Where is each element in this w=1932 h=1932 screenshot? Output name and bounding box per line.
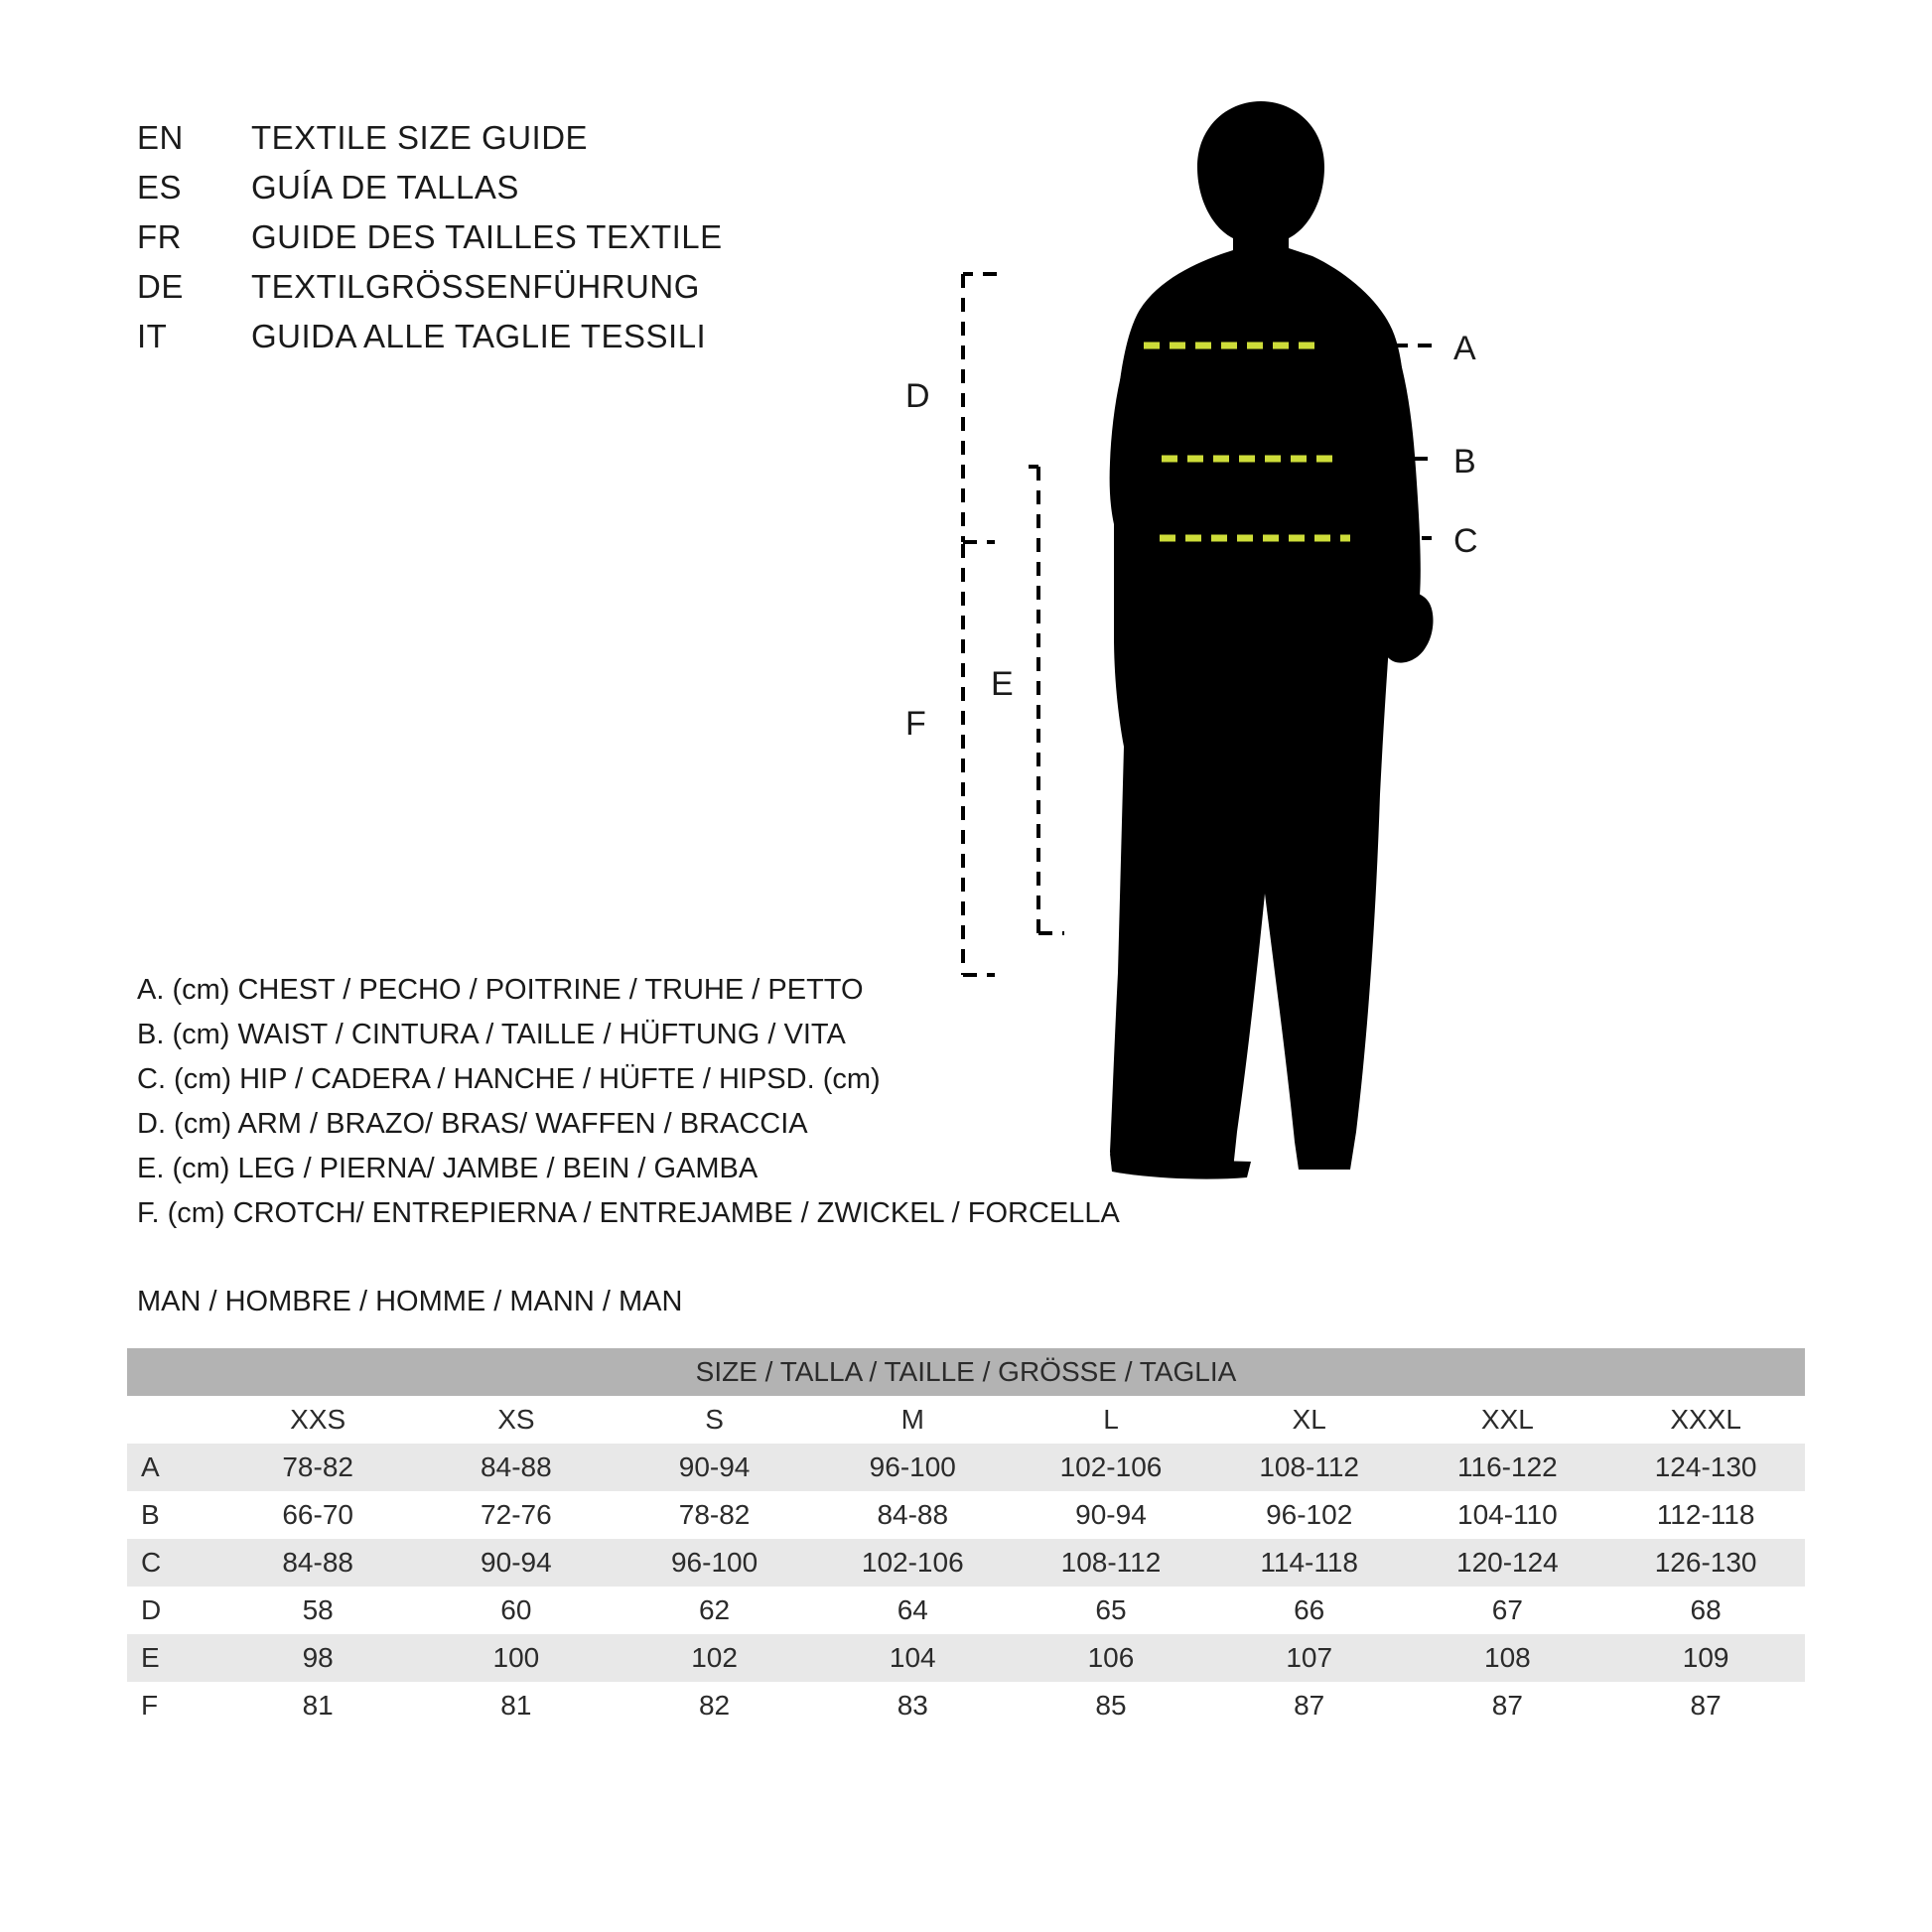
column-header-m: M <box>813 1396 1012 1444</box>
cell-b-s: 78-82 <box>616 1491 814 1539</box>
table-row <box>127 1634 1805 1682</box>
size-table-wrapper <box>127 1348 1805 1729</box>
cell-e-m: 104 <box>813 1634 1012 1682</box>
language-code-fr: FR <box>137 218 182 255</box>
bracket-f <box>963 544 995 975</box>
table-row <box>127 1539 1805 1587</box>
dimension-brackets <box>963 274 1064 975</box>
cell-d-xxxl: 68 <box>1606 1587 1805 1634</box>
cell-d-m: 64 <box>813 1587 1012 1634</box>
size-table <box>127 1348 1805 1729</box>
language-code-it: IT <box>137 318 168 354</box>
cell-c-m: 102-106 <box>813 1539 1012 1587</box>
bracket-e <box>1029 467 1064 933</box>
language-title-en: TEXTILE SIZE GUIDE <box>251 119 589 156</box>
language-row <box>137 119 1031 169</box>
column-header-xxl: XXL <box>1409 1396 1607 1444</box>
language-row <box>137 318 1031 367</box>
table-row <box>127 1444 1805 1491</box>
label-e: E <box>991 665 1014 703</box>
cell-b-xl: 96-102 <box>1210 1491 1409 1539</box>
cell-d-xxl: 67 <box>1409 1587 1607 1634</box>
legend-line-d: D. (cm) ARM / BRAZO/ BRAS/ WAFFEN / BRACCIA <box>137 1108 808 1140</box>
legend-line-e: E. (cm) LEG / PIERNA/ JAMBE / BEIN / GAMBA <box>137 1153 759 1184</box>
legend-line-a: A. (cm) CHEST / PECHO / POITRINE / TRUHE / PETTO <box>137 974 864 1006</box>
cell-c-xs: 90-94 <box>417 1539 616 1587</box>
row-label-f: F <box>127 1682 218 1729</box>
cell-e-l: 106 <box>1012 1634 1210 1682</box>
legend-line-c: C. (cm) HIP / CADERA / HANCHE / HÜFTE / HIPSD. (cm) <box>137 1063 881 1095</box>
language-title-fr: GUIDE DES TAILLES TEXTILE <box>251 218 723 255</box>
column-header-s: S <box>616 1396 814 1444</box>
column-header-xs: XS <box>417 1396 616 1444</box>
language-title-de: TEXTILGRÖSSENFÜHRUNG <box>251 268 700 305</box>
cell-f-xl: 87 <box>1210 1682 1409 1729</box>
legend-line-f: F. (cm) CROTCH/ ENTREPIERNA / ENTREJAMBE / ZWICKEL / FORCELLA <box>137 1197 1120 1229</box>
cell-a-s: 90-94 <box>616 1444 814 1491</box>
table-column-header-row <box>127 1396 1805 1444</box>
cell-f-l: 85 <box>1012 1682 1210 1729</box>
table-row <box>127 1682 1805 1729</box>
row-label-a: A <box>127 1444 218 1491</box>
language-title-block <box>137 119 1031 367</box>
label-a: A <box>1453 330 1476 367</box>
language-row <box>137 218 1031 268</box>
cell-c-xxs: 84-88 <box>218 1539 417 1587</box>
cell-c-xl: 114-118 <box>1210 1539 1409 1587</box>
cell-b-xxl: 104-110 <box>1409 1491 1607 1539</box>
cell-c-xxxl: 126-130 <box>1606 1539 1805 1587</box>
column-header-xl: XL <box>1210 1396 1409 1444</box>
legend-line-b: B. (cm) WAIST / CINTURA / TAILLE / HÜFTUNG / VITA <box>137 1019 846 1050</box>
cell-b-xxxl: 112-118 <box>1606 1491 1805 1539</box>
cell-b-m: 84-88 <box>813 1491 1012 1539</box>
cell-e-s: 102 <box>616 1634 814 1682</box>
label-b: B <box>1453 443 1476 481</box>
gender-label: MAN / HOMBRE / HOMME / MANN / MAN <box>137 1286 683 1317</box>
cell-c-s: 96-100 <box>616 1539 814 1587</box>
cell-d-s: 62 <box>616 1587 814 1634</box>
cell-d-xxs: 58 <box>218 1587 417 1634</box>
cell-e-xxl: 108 <box>1409 1634 1607 1682</box>
cell-a-m: 96-100 <box>813 1444 1012 1491</box>
cell-a-xs: 84-88 <box>417 1444 616 1491</box>
cell-f-xxxl: 87 <box>1606 1682 1805 1729</box>
cell-f-s: 82 <box>616 1682 814 1729</box>
language-code-es: ES <box>137 169 183 206</box>
table-title: SIZE / TALLA / TAILLE / GRÖSSE / TAGLIA <box>127 1348 1805 1396</box>
label-c: C <box>1453 522 1478 560</box>
table-row <box>127 1491 1805 1539</box>
cell-e-xs: 100 <box>417 1634 616 1682</box>
cell-f-m: 83 <box>813 1682 1012 1729</box>
language-code-en: EN <box>137 119 184 156</box>
cell-e-xxxl: 109 <box>1606 1634 1805 1682</box>
cell-a-xl: 108-112 <box>1210 1444 1409 1491</box>
cell-a-xxxl: 124-130 <box>1606 1444 1805 1491</box>
cell-b-xxs: 66-70 <box>218 1491 417 1539</box>
language-row <box>137 169 1031 218</box>
language-code-de: DE <box>137 268 184 305</box>
table-title-row <box>127 1348 1805 1396</box>
cell-a-l: 102-106 <box>1012 1444 1210 1491</box>
cell-e-xxs: 98 <box>218 1634 417 1682</box>
label-f: F <box>905 705 926 743</box>
label-d: D <box>905 377 930 415</box>
row-label-d: D <box>127 1587 218 1634</box>
table-row <box>127 1587 1805 1634</box>
cell-f-xxl: 87 <box>1409 1682 1607 1729</box>
legend-block <box>137 968 1229 1236</box>
cell-c-xxl: 120-124 <box>1409 1539 1607 1587</box>
cell-f-xxs: 81 <box>218 1682 417 1729</box>
cell-f-xs: 81 <box>417 1682 616 1729</box>
row-label-b: B <box>127 1491 218 1539</box>
row-label-e: E <box>127 1634 218 1682</box>
corner-cell <box>127 1396 218 1444</box>
language-title-it: GUIDA ALLE TAGLIE TESSILI <box>251 318 707 354</box>
column-header-l: L <box>1012 1396 1210 1444</box>
cell-c-l: 108-112 <box>1012 1539 1210 1587</box>
row-label-c: C <box>127 1539 218 1587</box>
column-header-xxxl: XXXL <box>1606 1396 1805 1444</box>
cell-a-xxs: 78-82 <box>218 1444 417 1491</box>
language-title-es: GUÍA DE TALLAS <box>251 169 519 206</box>
cell-a-xxl: 116-122 <box>1409 1444 1607 1491</box>
cell-b-xs: 72-76 <box>417 1491 616 1539</box>
cell-d-xs: 60 <box>417 1587 616 1634</box>
cell-d-xl: 66 <box>1210 1587 1409 1634</box>
cell-b-l: 90-94 <box>1012 1491 1210 1539</box>
cell-e-xl: 107 <box>1210 1634 1409 1682</box>
language-row <box>137 268 1031 318</box>
column-header-xxs: XXS <box>218 1396 417 1444</box>
cell-d-l: 65 <box>1012 1587 1210 1634</box>
